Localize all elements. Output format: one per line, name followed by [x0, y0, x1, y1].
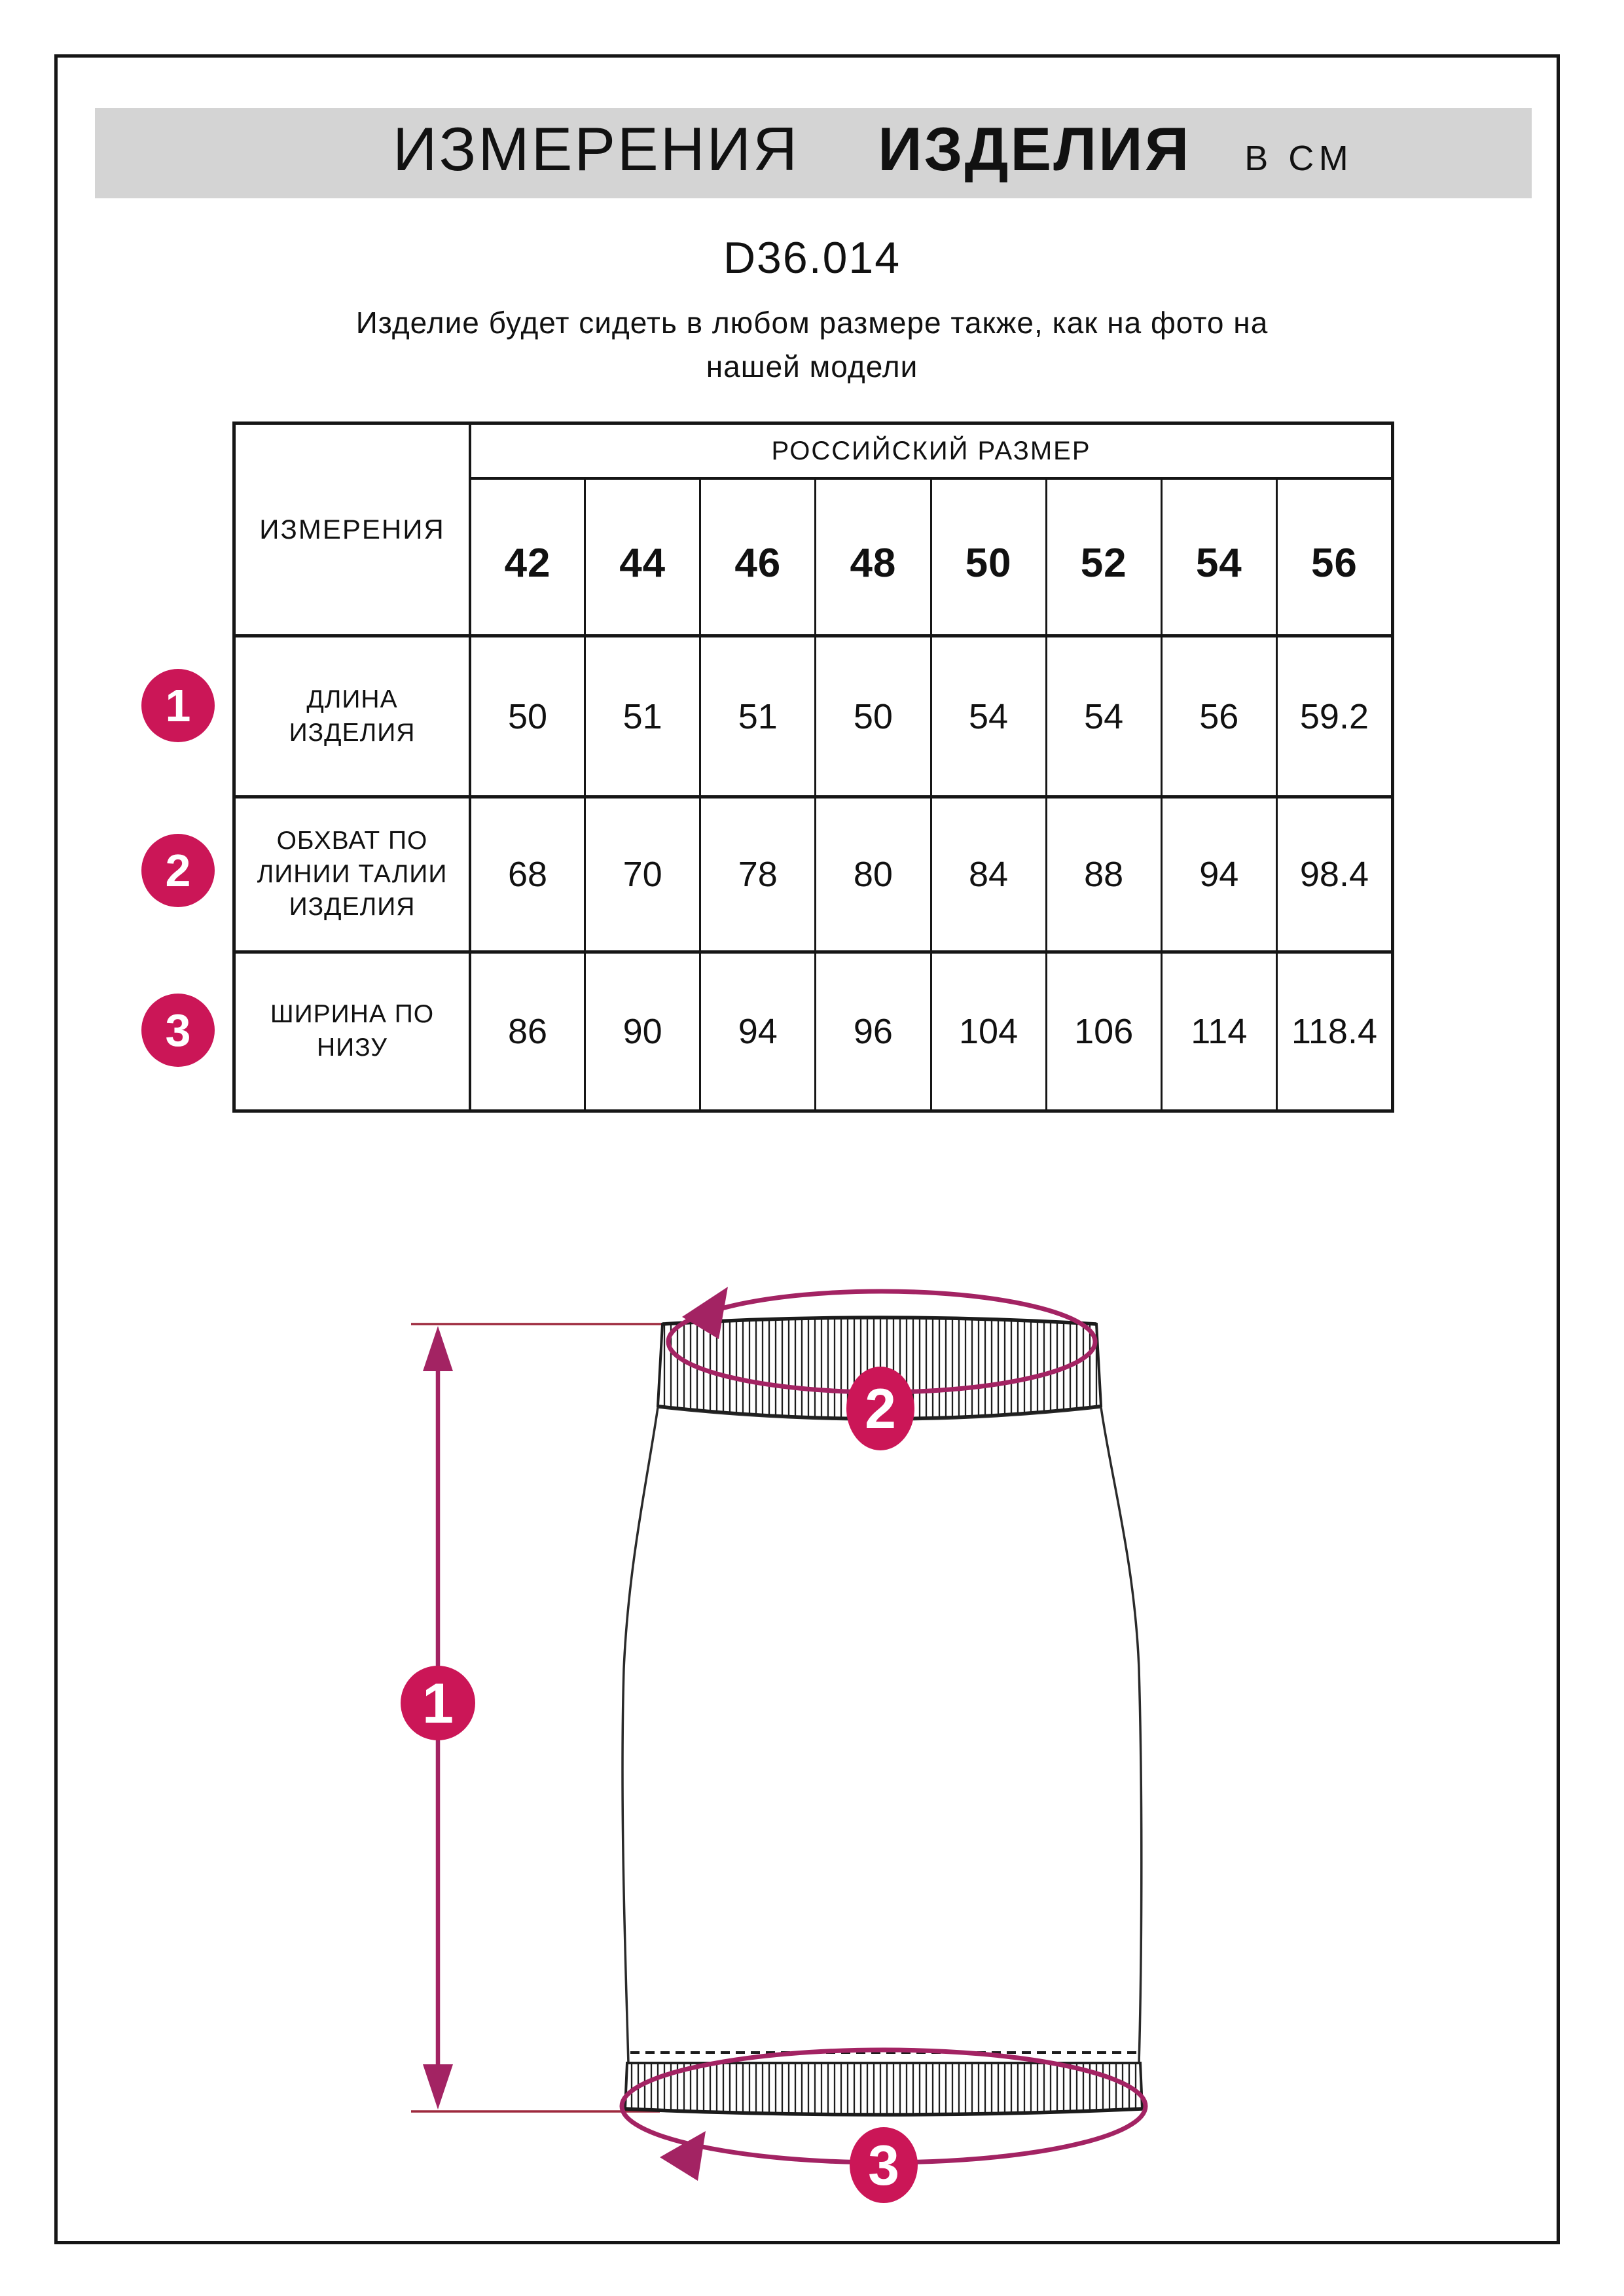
page-title: ИЗМЕРЕНИЯ [393, 115, 800, 183]
fit-note-line1: Изделие будет сидеть в любом размере также, как на фото на [355, 306, 1269, 340]
table-value: 94 [699, 950, 814, 1109]
hem-band [625, 2063, 1142, 2115]
table-value: 70 [584, 795, 699, 950]
table-value: 94 [1161, 795, 1276, 950]
fit-note-line2: нашей модели [706, 349, 918, 384]
length-arrowhead-up-icon [423, 1326, 453, 1371]
table-value: 96 [814, 950, 929, 1109]
table-value: 59.2 [1276, 634, 1391, 795]
table-value: 118.4 [1276, 950, 1391, 1109]
measure-1-badge: 1 [141, 669, 215, 742]
diagram-marker-2-num: 2 [865, 1378, 896, 1441]
diagram-marker-3-num: 3 [868, 2134, 899, 2197]
table-value: 106 [1045, 950, 1161, 1109]
table-value: 80 [814, 795, 929, 950]
table-corner-label: ИЗМЕРЕНИЯ [259, 514, 445, 545]
table-value: 84 [930, 795, 1045, 950]
title-banner [95, 108, 1532, 198]
table-value: 50 [814, 634, 929, 795]
table-value: 78 [699, 795, 814, 950]
size-col-header: 46 [699, 480, 814, 634]
fit-note [0, 301, 1624, 388]
table-value: 86 [469, 950, 584, 1109]
product-code: D36.014 [723, 233, 901, 283]
table-value: 114 [1161, 950, 1276, 1109]
row-label-waist: ОБХВАТ ПО ЛИНИИ ТАЛИИ ИЗДЕЛИЯ [236, 795, 469, 950]
size-col-header: 42 [469, 480, 584, 634]
skirt-outline [623, 1407, 1142, 2064]
row-label-length: ДЛИНА ИЗДЕЛИЯ [236, 634, 469, 795]
size-col-header: 44 [584, 480, 699, 634]
table-value: 56 [1161, 634, 1276, 795]
table-value: 51 [584, 634, 699, 795]
table-value: 88 [1045, 795, 1161, 950]
size-col-header: 54 [1161, 480, 1276, 634]
page-title-emphasis: ИЗДЕЛИЯ [878, 115, 1191, 183]
diagram-marker-1-num: 1 [422, 1672, 454, 1735]
table-value: 98.4 [1276, 795, 1391, 950]
table-value: 90 [584, 950, 699, 1109]
skirt-technical-drawing [367, 1276, 1211, 2212]
length-arrowhead-down-icon [423, 2064, 453, 2109]
table-value: 54 [1045, 634, 1161, 795]
measure-2-badge: 2 [141, 834, 215, 907]
table-group-header: РОССИЙСКИЙ РАЗМЕР [469, 425, 1391, 480]
measure-3-badge: 3 [141, 994, 215, 1067]
row-label-hem: ШИРИНА ПО НИЗУ [236, 950, 469, 1109]
table-value: 51 [699, 634, 814, 795]
size-col-header: 48 [814, 480, 929, 634]
size-col-header: 52 [1045, 480, 1161, 634]
table-value: 68 [469, 795, 584, 950]
size-table [232, 422, 1394, 1113]
units-label: В СМ [1244, 139, 1354, 178]
table-value: 54 [930, 634, 1045, 795]
size-col-header: 56 [1276, 480, 1391, 634]
size-col-header: 50 [930, 480, 1045, 634]
table-value: 50 [469, 634, 584, 795]
table-value: 104 [930, 950, 1045, 1109]
